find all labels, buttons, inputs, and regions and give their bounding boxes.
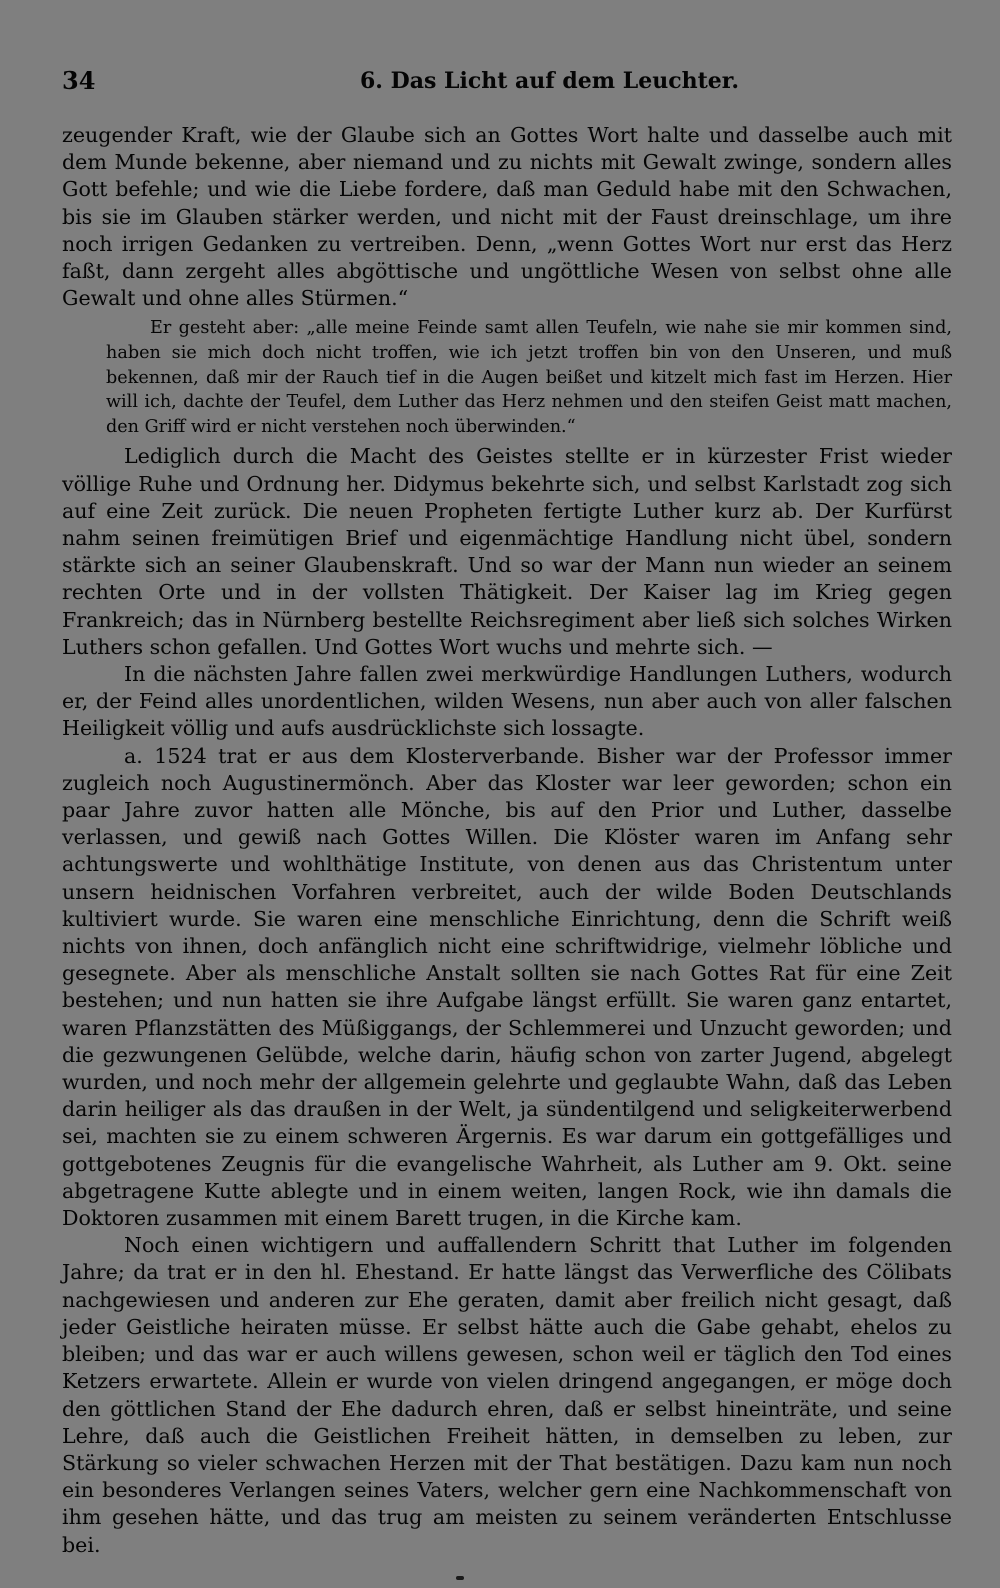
paragraph-continuation: zeugender Kraft, wie der Glaube sich an Gottes Wort halte und dasselbe auch mit dem Munde bekenne, aber niemand und zu nichts mit Gewalt zwinge, sondern alles Gott befehle; und wie die Liebe fordere, daß man Geduld habe mit den Schwachen, bis sie im Glauben stärker werden, und nicht mit der Faust dreinschlage, um ihre noch irrigen Gedanken zu vertreiben. Denn, „wenn Gottes Wort nur erst das Herz faßt, dann zergeht alles abgöttische und ungöttliche Wesen von selbst ohne alle Gewalt und ohne alles Stürmen.“ <box>62 123 952 311</box>
block-quote: Er gesteht aber: „alle meine Feinde samt allen Teufeln, wie nahe sie mir kommen sind, haben sie mich doch nicht troffen, wie ich jetzt troffen bin von den Unseren, und muß bekennen, daß mir der Rauch tief in die Augen beißet und kitzelt mich fast im Herzen. Hier will ich, dachte der Teufel, dem Luther das Herz nehmen und den steifen Geist matt machen, den Griff wird er nicht verstehen noch überwinden.“ <box>106 318 952 437</box>
paragraph: Noch einen wichtigern und auffallendern Schritt that Luther im folgenden Jahre; da trat er in den hl. Ehestand. Er hatte längst das Verwerfliche des Cölibats nachgewiesen und anderen zur Ehe geraten, damit aber freilich nicht gesagt, daß jeder Geistliche heiraten müsse. Er selbst hätte auch die Gabe gehabt, ehelos zu bleiben; und das war er auch willens gewesen, schon weil er täglich den Tod eines Ketzers erwartete. Allein er wurde von vielen dringend angegangen, er möge doch den göttlichen Stand der Ehe dadurch ehren, daß er selbst hineinträte, und seine Lehre, daß auch die Geistlichen Freiheit hätten, in demselben zu leben, zur Stärkung so vieler schwachen Herzen mit der That bestätigen. Dazu kam nun noch ein besonderes Verlangen seines Vaters, welcher gern eine Nachkommenschaft von ihm gesehen hätte, und das trug am meisten zu seinem veränderten Entschlusse bei. <box>62 1233 952 1557</box>
page-body <box>62 122 952 1559</box>
paragraph: In die nächsten Jahre fallen zwei merkwürdige Handlungen Luthers, wodurch er, der Feind alles unordentlichen, wilden Wesens, nun aber auch von aller falschen Heiligkeit völlig und aufs ausdrücklichste sich lossagte. <box>62 662 952 741</box>
paragraph: Lediglich durch die Macht des Geistes stellte er in kürzester Frist wieder völlige Ruhe und Ordnung her. Didymus bekehrte sich, und selbst Karlstadt zog sich auf eine Zeit zurück. Die neuen Propheten fertigte Luther kurz ab. Der Kurfürst nahm seinen freimütigen Brief und eigenmächtige Handlung nicht übel, sondern stärkte sich an seiner Glaubenskraft. Und so war der Mann nun wieder an seinem rechten Orte und in der vollsten Thätigkeit. Der Kaiser lag im Krieg gegen Frankreich; das in Nürnberg bestellte Reichsregiment aber ließ sich solches Wirken Luthers schon gefallen. Und Gottes Wort wuchs und mehrte sich. — <box>62 444 952 659</box>
running-title: 6. Das Licht auf dem Leuchter. <box>360 68 739 94</box>
print-mark <box>456 1576 464 1580</box>
page-number: 34 <box>62 66 96 95</box>
page-header <box>62 66 952 100</box>
paragraph: a. 1524 trat er aus dem Klosterverbande. Bisher war der Professor immer zugleich noch Augustinermönch. Aber das Kloster war leer geworden; schon ein paar Jahre zuvor hatten alle Mönche, bis auf den Prior und Luther, dasselbe verlassen, und gewiß nach Gottes Willen. Die Klöster waren im Anfang sehr achtungswerte und wohlthätige Institute, von denen aus das Christentum unter unsern heidnischen Vorfahren verbreitet, auch der wilde Boden Deutschlands kultiviert wurde. Sie waren eine menschliche Einrichtung, denn die Schrift weiß nichts von ihnen, doch anfänglich nicht eine schriftwidrige, vielmehr löbliche und gesegnete. Aber als menschliche Anstalt sollten sie nach Gottes Rat für eine Zeit bestehen; und nun hatten sie ihre Aufgabe längst erfüllt. Sie waren ganz entartet, waren Pflanzstätten des Müßiggangs, der Schlemmerei und Unzucht geworden; und die gezwungenen Gelübde, welche darin, häufig schon von zarter Jugend, abgelegt wurden, und noch mehr der allgemein gelehrte und geglaubte Wahn, daß das Leben darin heiliger als das draußen in der Welt, ja sündentilgend und seligkeiterwerbend sei, machten sie zu einem schweren Ärgernis. Es war darum ein gottgefälliges und gottgebotenes Zeugnis für die evangelische Wahrheit, als Luther am 9. Okt. seine abgetragene Kutte ablegte und in einem weiten, langen Rock, wie ihn damals die Doktoren zusammen mit einem Barett trugen, in die Kirche kam. <box>62 743 952 1231</box>
